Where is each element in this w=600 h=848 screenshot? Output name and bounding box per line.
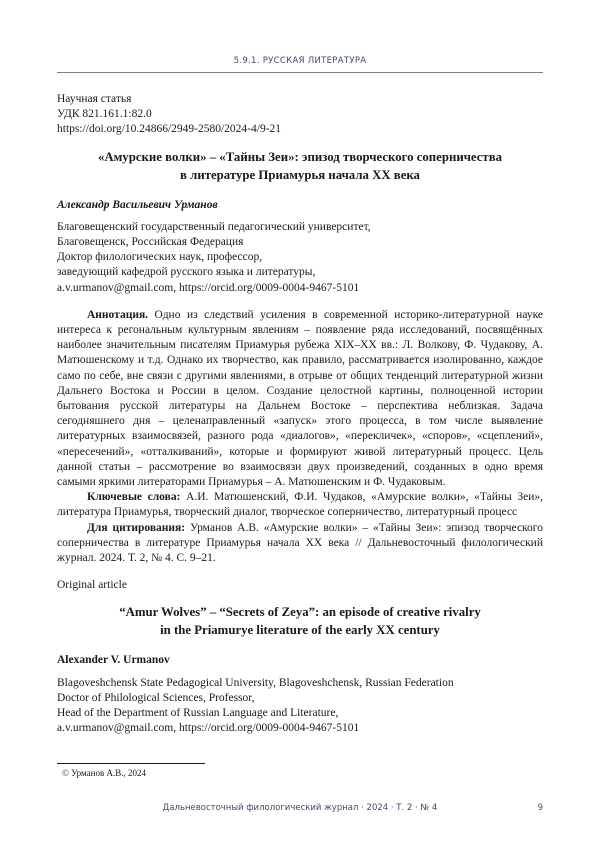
title-en-line-1: “Amur Wolves” – “Secrets of Zeya”: an episode of creative rivalry xyxy=(119,605,481,620)
citation-label: Для цитирования: xyxy=(87,521,186,534)
udk-code: УДК 821.161.1:82.0 xyxy=(57,108,152,121)
author-name-en: Alexander V. Urmanov xyxy=(57,654,170,667)
abstract-text: Одно из следствий усиления в современной историко-литературной науке интереса к регональным культурным явлениям – появление ряда исследований, посвящённых наиболее значительным писателям Приамурья рубежа XIX–XX вв.: Л. Волкову, Ф. Чудакову, А. Матюшенскому и т.д. Однако их творчество, как правило, рассматривается изолированно, каждое само по себе, вне связи с другими явлениями, в отрыве от общих тенденций литературной жизни Дальнего Востока и России в целом. Создание целостной картины, полноценной истории бытования русской литературы на Дальнем Востоке – перспектива неблизкая. Задача сегодняшнего дня – целенаправленный «запуск» этого процесса, в том числе выявление литературных взаимосвязей, разного рода «диалогов», «перекличек», «споров», «сцеплений», «пересечений», «отталкиваний», которые и формируют живой литературный процесс. Цель данной статьи – рассмотрение во взаимосвязи двух произведений, созданных в одно время самыми яркими литераторами Приамурья – А. Матюшенским и Ф. Чудаковым. xyxy=(57,308,543,489)
keywords-label: Ключевые слова: xyxy=(87,491,181,504)
doi-link[interactable]: https://doi.org/10.24866/2949-2580/2024-4/9-21 xyxy=(57,123,282,136)
affiliation-line: Благовещенский государственный педагогический университет, xyxy=(57,220,371,233)
article-title-ru xyxy=(57,148,543,184)
affiliation-line: a.v.urmanov@gmail.com, https://orcid.org/0009-0004-9467-5101 xyxy=(57,281,360,294)
author-affiliation-en xyxy=(57,676,543,737)
citation-text: Урманов А.В. «Амурские волки» – «Тайны Зеи»: эпизод творческого соперничества в литературе Приамурья начала XX века // Дальневосточный филологический журнал. 2024. Т. 2, № 4. С. 9–21. xyxy=(57,521,543,565)
header-divider xyxy=(57,72,543,73)
article-body xyxy=(57,92,543,737)
article-meta xyxy=(57,92,543,138)
affiliation-line: Head of the Department of Russian Language and Literature, xyxy=(57,707,339,720)
title-ru-line-2: в литературе Приамурья начала XX века xyxy=(180,167,420,182)
citation xyxy=(57,521,543,567)
affiliation-line: Blagoveshchensk State Pedagogical University, Blagoveshchensk, Russian Federation xyxy=(57,676,454,689)
page-footer xyxy=(57,803,543,817)
copyright-footnote: © Урманов А.В., 2024 xyxy=(62,768,146,778)
affiliation-line: Благовещенск, Российская Федерация xyxy=(57,236,244,249)
section-header: 5.9.1. РУССКАЯ ЛИТЕРАТУРА xyxy=(233,56,367,66)
article-type-en: Original article xyxy=(57,579,127,592)
affiliation-line: Доктор филологических наук, профессор, xyxy=(57,251,263,264)
author-name-ru: Александр Васильевич Урманов xyxy=(57,198,218,211)
affiliation-line: заведующий кафедрой русского языка и литературы, xyxy=(57,266,316,279)
author-affiliation-ru xyxy=(57,220,543,296)
title-ru-line-1: «Амурские волки» – «Тайны Зеи»: эпизод творческого соперничества xyxy=(97,149,503,164)
abstract xyxy=(57,308,543,490)
title-en-line-2: in the Priamurye literature of the early XX century xyxy=(160,623,440,638)
abstract-label: Аннотация. xyxy=(87,308,149,321)
keywords xyxy=(57,490,543,520)
affiliation-line: Doctor of Philological Sciences, Professor, xyxy=(57,691,255,704)
keywords-text: А.И. Матюшенский, Ф.И. Чудаков, «Амурские волки», «Тайны Зеи», литература Приамурья, творческий диалог, творческое соперничество, литературный процесс xyxy=(57,491,543,519)
footer-journal: Дальневосточный филологический журнал · 2024 · Т. 2 · № 4 xyxy=(162,803,438,813)
affiliation-line: a.v.urmanov@gmail.com, https://orcid.org/0009-0004-9467-5101 xyxy=(57,722,360,735)
article-type: Научная статья xyxy=(57,93,132,105)
page-number: 9 xyxy=(537,803,543,813)
article-title-en xyxy=(57,603,543,639)
footnote-divider xyxy=(57,763,205,764)
